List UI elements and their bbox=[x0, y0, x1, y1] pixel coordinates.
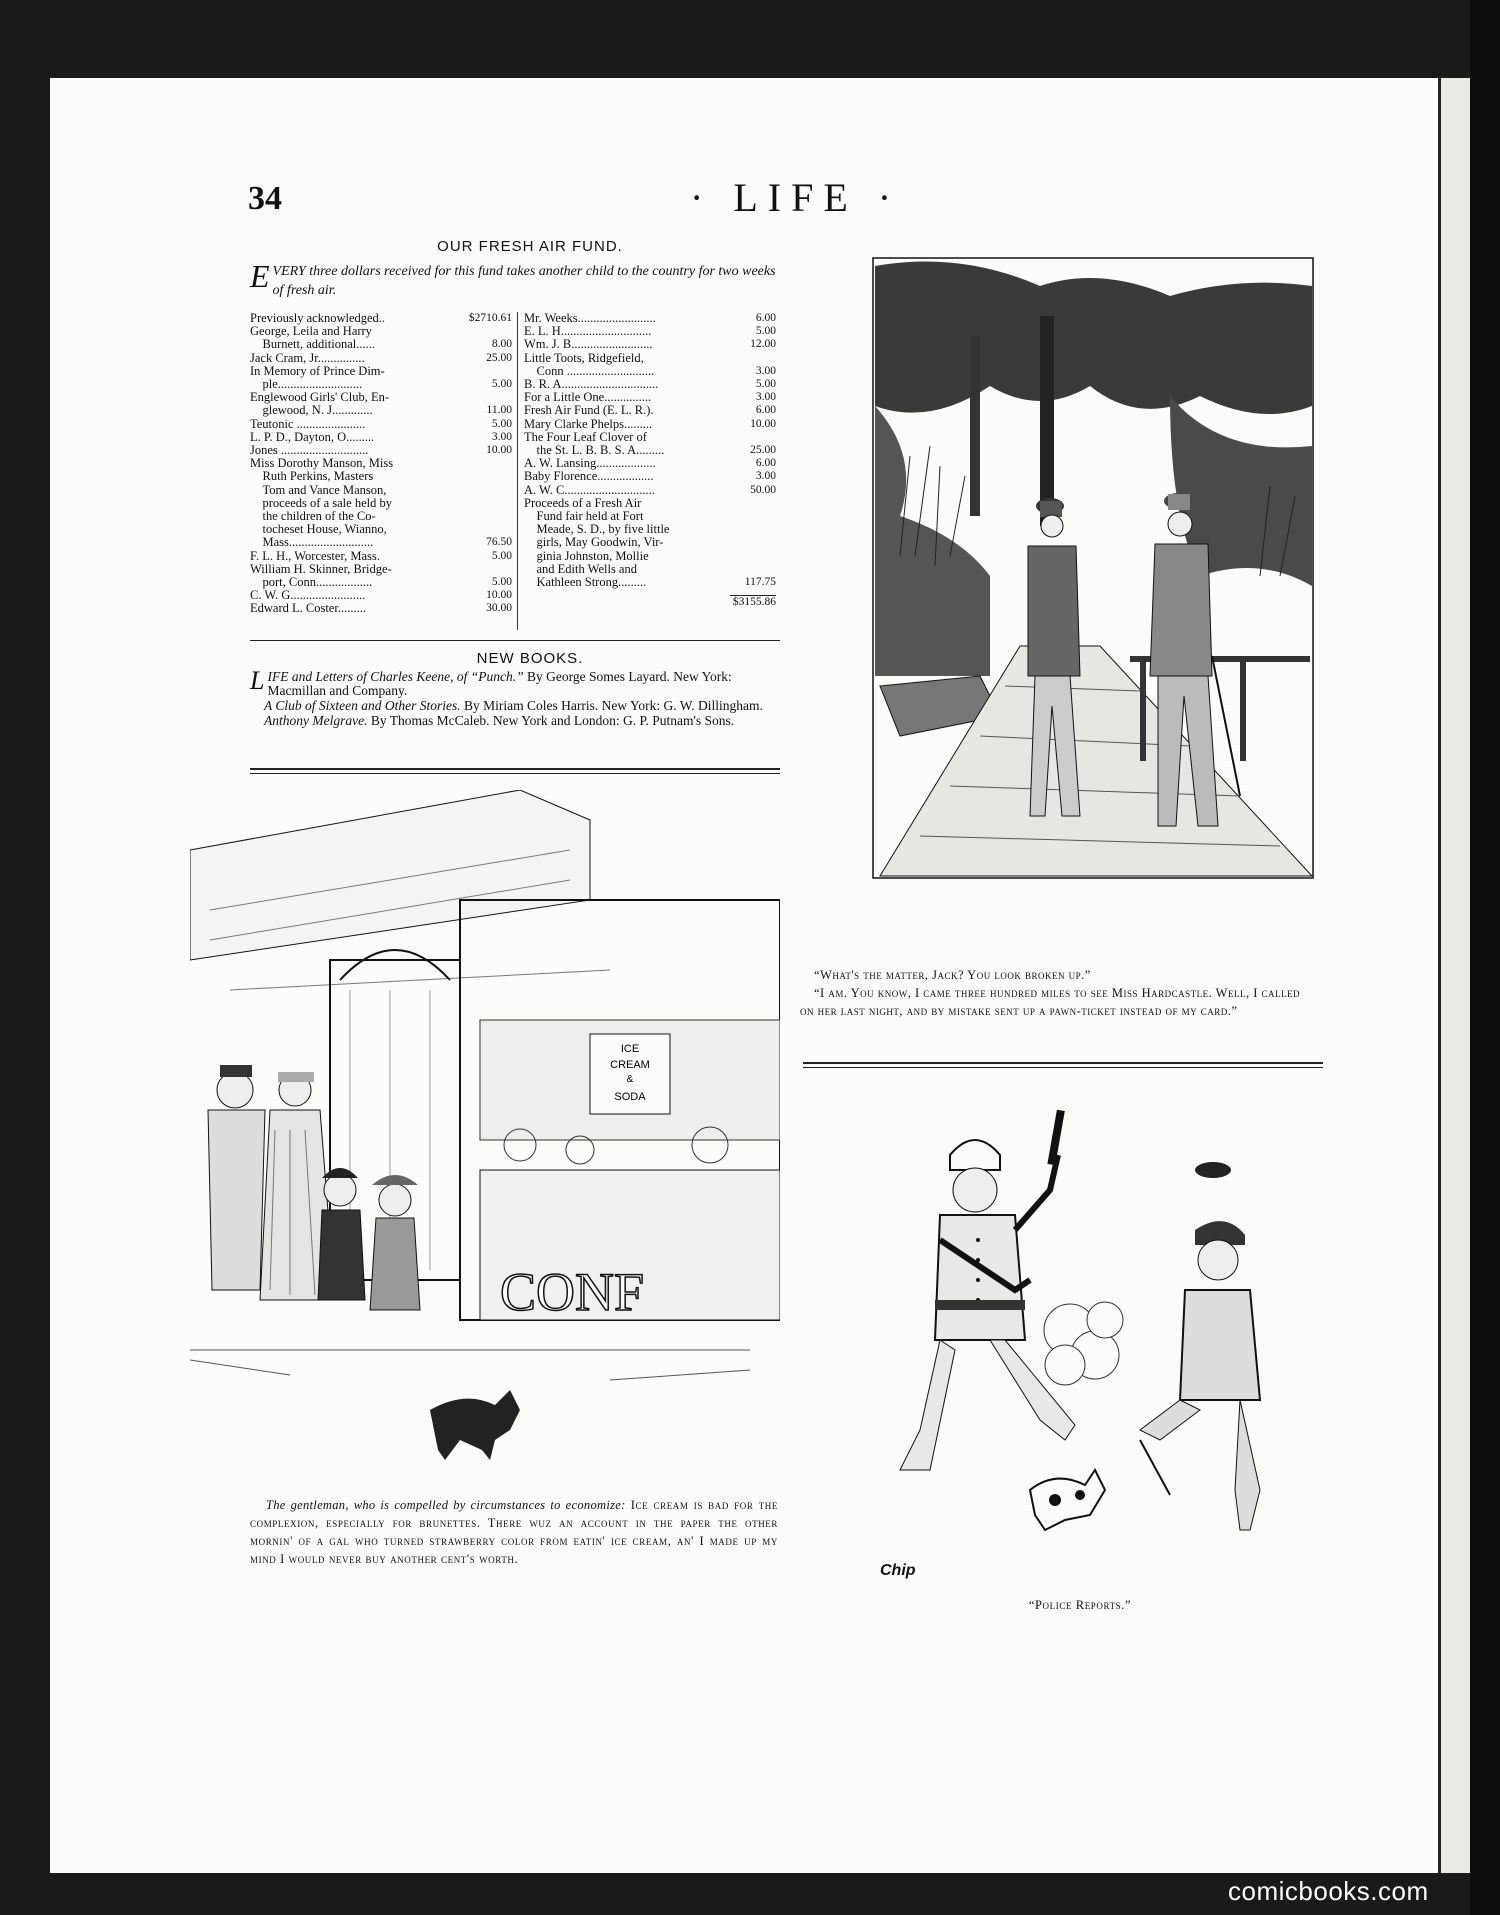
sign-text: ICE bbox=[620, 1043, 640, 1055]
site-watermark: comicbooks.com bbox=[1228, 1876, 1429, 1906]
donor-row: A. W. C............................. 50.00 bbox=[524, 482, 776, 497]
donor-list-right bbox=[524, 312, 776, 609]
donor-row: Wm. J. B.......................... 12.00 bbox=[524, 337, 776, 352]
caption-body: Ice cream is bad for the complexion, especially for brunettes. There wuz an account in the paper the other mornin' of a gal who turned strawberry color from eatin' ice cream, an' I made up my mind I would never buy another cent's worth. bbox=[250, 1498, 778, 1566]
donor-row: Englewood Girls' Club, En- glewood, N. J............. 11.00 bbox=[250, 390, 512, 418]
section-rule bbox=[803, 1062, 1323, 1064]
intro-dropcap: E bbox=[250, 258, 270, 294]
book-entry: LIFE and Letters of Charles Keene, of “Punch.” By George Somes Layard. New York: Macmillan and Company. bbox=[250, 666, 732, 698]
donor-row: In Memory of Prince Dim- ple........................... 5.00 bbox=[250, 363, 512, 392]
intro-text: VERY three dollars received for this fund takes another child to the country for two weeks of fresh air. bbox=[272, 264, 776, 298]
caption-line: “What's the matter, Jack? You look broken up.” bbox=[814, 968, 1091, 982]
donor-row: Little Toots, Ridgefield, Conn ............................ 3.00 bbox=[524, 350, 776, 378]
new-books-list bbox=[250, 666, 780, 729]
police-caption: “Police Reports.” bbox=[1028, 1598, 1132, 1612]
book-entry: Anthony Melgrave. By Thomas McCaleb. New York and London: G. P. Putnam's Sons. bbox=[264, 713, 735, 728]
donor-row: Proceeds of a Fresh Air Fund fair held at Fort Meade, S. D., by five little girls, May Goodwin, Vir- ginia Johnston, Mollie and Edith Wells and Kathleen Strong......... 117.75 bbox=[524, 495, 776, 590]
donor-row: Miss Dorothy Manson, Miss Ruth Perkins, Masters Tom and Vance Manson, proceeds of a sale held by the children of the Co- tocheset House, Wianno, Mass........................... 76.50 bbox=[250, 456, 512, 550]
fresh-air-fund-heading: OUR FRESH AIR FUND. bbox=[437, 238, 623, 255]
section-rule bbox=[250, 773, 780, 774]
donor-row: F. L. H., Worcester, Mass. 5.00 bbox=[250, 548, 512, 563]
ice-cream-shop-illustration bbox=[190, 790, 780, 1480]
section-rule bbox=[250, 640, 780, 641]
new-books-heading: NEW BOOKS. bbox=[476, 650, 584, 667]
donor-list-left bbox=[250, 312, 512, 616]
donor-row: Edward L. Coster......... 30.00 bbox=[250, 601, 512, 616]
caption-line: “I am. You know, I came three hundred miles to see Miss Hardcastle. Well, I called on her last night, and by mistake sent up a pawn-ticket instead of my card.” bbox=[800, 986, 1301, 1018]
section-rule bbox=[250, 768, 780, 770]
donor-row: C. W. G........................ 10.00 bbox=[250, 588, 512, 603]
donor-row: William H. Skinner, Bridge- port, Conn.................. 5.00 bbox=[250, 561, 512, 590]
fresh-air-fund-intro bbox=[250, 258, 780, 300]
section-rule bbox=[803, 1067, 1323, 1068]
donor-row: Previously acknowledged.. $2710.61 bbox=[250, 311, 512, 325]
donor-row: Baby Florence.................. 3.00 bbox=[524, 469, 776, 484]
donor-row: E. L. H............................. 5.00 bbox=[524, 324, 776, 339]
donor-row: Mr. Weeks......................... 6.00 bbox=[524, 311, 776, 325]
donor-row: Teutonic ...................... 5.00 bbox=[250, 416, 512, 431]
donor-row: Mary Clarke Phelps......... 10.00 bbox=[524, 416, 776, 431]
artist-signature: Chip bbox=[880, 1562, 916, 1579]
column-divider bbox=[517, 312, 518, 630]
scan-background bbox=[1470, 0, 1500, 1915]
donor-row: Fresh Air Fund (E. L. R.). 6.00 bbox=[524, 403, 776, 418]
donor-row: The Four Leaf Clover of the St. L. B. B. S. A......... 25.00 bbox=[524, 429, 776, 458]
sign-text: & bbox=[626, 1074, 634, 1085]
ice-cream-caption bbox=[250, 1496, 778, 1568]
donor-row: Jones ............................ 10.00 bbox=[250, 443, 512, 458]
sign-text: SODA bbox=[614, 1091, 646, 1103]
donor-row: B. R. A............................... 5.00 bbox=[524, 377, 776, 392]
donor-row: A. W. Lansing................... 6.00 bbox=[524, 456, 776, 471]
book-entry: A Club of Sixteen and Other Stories. By Miriam Coles Harris. New York: G. W. Dillingham. bbox=[264, 698, 763, 713]
police-reports-illustration bbox=[840, 1110, 1280, 1580]
donor-row: George, Leila and Harry Burnett, additional...... 8.00 bbox=[250, 324, 512, 352]
fund-total: $3155.86 bbox=[732, 596, 776, 609]
donor-row: Jack Cram, Jr............... 25.00 bbox=[250, 350, 512, 365]
masthead: · LIFE · bbox=[690, 175, 902, 220]
page-number: 34 bbox=[248, 180, 282, 217]
donor-row: For a Little One............... 3.00 bbox=[524, 390, 776, 405]
next-page-edge bbox=[1438, 78, 1471, 1873]
fund-total-row bbox=[524, 595, 776, 609]
window-lettering: CONF bbox=[500, 1262, 645, 1322]
boardwalk-caption bbox=[800, 966, 1300, 1020]
gentlemen-boardwalk-illustration bbox=[840, 256, 1318, 946]
sign-text: CREAM bbox=[610, 1059, 650, 1071]
caption-lead: The gentleman, who is compelled by circumstances to economize: bbox=[266, 1498, 626, 1512]
donor-row: L. P. D., Dayton, O......... 3.00 bbox=[250, 429, 512, 444]
